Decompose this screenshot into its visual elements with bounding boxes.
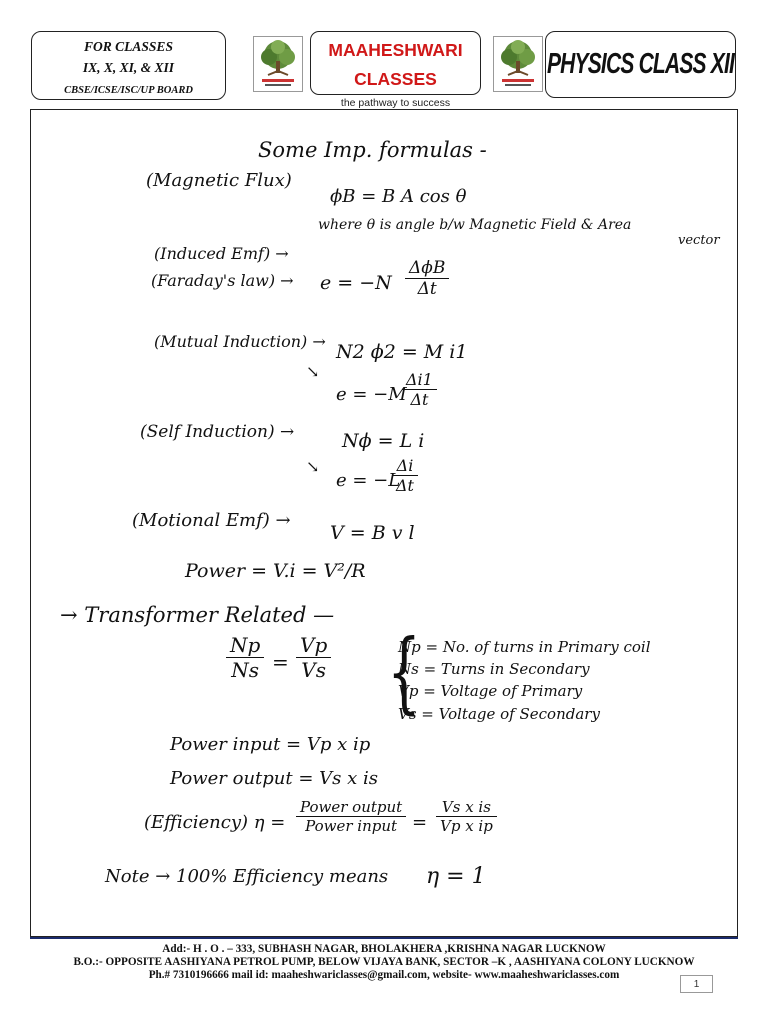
footer <box>30 937 738 994</box>
boards-label: CBSE/ICSE/ISC/UP BOARD <box>64 85 193 96</box>
fraction-denominator: Vs <box>301 658 326 682</box>
flux-note-1: where θ is angle b/w Magnetic Field & Area <box>318 217 632 233</box>
tree-logo-icon <box>253 36 303 92</box>
fraction-denominator: Vp x ip <box>440 817 493 835</box>
legend-item: Ns = Turns in Secondary <box>398 660 590 678</box>
fraction-denominator: Δt <box>410 390 429 409</box>
power-input-formula: Power input = Vp x ip <box>170 734 371 755</box>
flux-label: (Magnetic Flux) <box>146 170 292 191</box>
self-induction-label: (Self Induction) → <box>140 422 295 442</box>
turns-ratio-fraction <box>226 633 264 682</box>
efficiency-equals: = <box>412 812 428 833</box>
mutual-emf-fraction <box>402 370 437 409</box>
mutual-induction-formula: N2 ϕ2 = M i1 <box>336 341 468 363</box>
efficiency-fraction-symbols <box>436 798 497 835</box>
self-induction-formula: Nϕ = L i <box>342 430 425 452</box>
subject-title: PHYSICS CLASS XII <box>546 48 735 80</box>
voltage-ratio-fraction <box>296 633 331 682</box>
fraction-numerator: Vp <box>296 633 331 658</box>
classes-line-2: IX, X, XI, & XII <box>82 60 175 75</box>
motional-emf-label: (Motional Emf) → <box>132 510 291 531</box>
motional-emf-formula: V = B v l <box>330 522 415 544</box>
induced-emf-label: (Induced Emf) → <box>154 244 289 263</box>
mutual-emf-lhs: e = −M <box>336 384 407 405</box>
induced-emf-fraction <box>405 258 449 299</box>
legend-item: Np = No. of turns in Primary coil <box>398 638 651 656</box>
footer-contact: Ph.# 7310196666 mail id: maaheshwariclasses@gmail.com, website- www.maaheshwariclasses.com <box>148 969 620 981</box>
fraction-denominator: Ns <box>231 658 260 682</box>
fraction-numerator: Δi1 <box>402 370 437 390</box>
fraction-numerator: Δi <box>392 456 418 476</box>
tagline: the pathway to success <box>340 97 451 109</box>
institute-name-line-2: CLASSES <box>354 69 437 89</box>
flux-formula: ϕB = B A cos θ <box>330 186 467 207</box>
arrow-icon: ↘ <box>306 362 320 381</box>
arrow-icon: ↘ <box>306 457 320 476</box>
tree-logo-graphic <box>254 37 302 91</box>
self-emf-lhs: e = −L <box>336 470 401 491</box>
fraction-numerator: Np <box>226 633 264 658</box>
self-emf-fraction <box>392 456 418 495</box>
power-output-formula: Power output = Vs x is <box>170 768 378 789</box>
efficiency-fraction-words <box>296 798 406 835</box>
notes-title: Some Imp. formulas - <box>258 138 487 162</box>
faraday-law-label: (Faraday's law) → <box>151 271 294 290</box>
ratio-equals: = <box>272 650 289 674</box>
fraction-denominator: Δt <box>417 279 437 299</box>
power-formula: Power = V.i = V²/R <box>185 560 366 582</box>
institute-name-box <box>310 31 481 95</box>
induced-emf-lhs: e = −N <box>320 272 392 294</box>
page-number: 1 <box>680 975 713 993</box>
flux-note-2: vector <box>678 233 720 248</box>
legend-item: Vs = Voltage of Secondary <box>398 705 600 723</box>
tree-logo-graphic <box>494 37 542 91</box>
efficiency-note-formula: η = 1 <box>426 864 486 889</box>
classes-info-box <box>31 31 226 100</box>
fraction-numerator: Vs x is <box>436 798 497 817</box>
footer-branch-office: B.O.:- OPPOSITE AASHIYANA PETROL PUMP, BELOW VIJAYA BANK, SECTOR –K , AASHIYANA COLONY LUCKNOW <box>73 956 695 968</box>
fraction-numerator: Power output <box>296 798 406 817</box>
institute-name-line-1: MAAHESHWARI <box>328 40 463 60</box>
efficiency-label: (Efficiency) η = <box>144 812 286 833</box>
mutual-induction-label: (Mutual Induction) → <box>154 332 326 351</box>
tree-logo-icon <box>493 36 543 92</box>
efficiency-note: Note → 100% Efficiency means <box>105 866 389 887</box>
fraction-denominator: Δt <box>396 476 414 495</box>
subject-box <box>545 31 736 98</box>
fraction-denominator: Power input <box>305 817 398 835</box>
legend-brace: { <box>387 620 421 723</box>
fraction-numerator: ΔϕB <box>405 258 449 279</box>
legend-item: Vp = Voltage of Primary <box>398 682 583 700</box>
footer-head-office: Add:- H . O . – 333, SUBHASH NAGAR, BHOLAKHERA ,KRISHNA NAGAR LUCKNOW <box>162 943 606 955</box>
transformer-heading: → Transformer Related — <box>60 603 335 627</box>
classes-line-1: FOR CLASSES <box>84 39 173 54</box>
